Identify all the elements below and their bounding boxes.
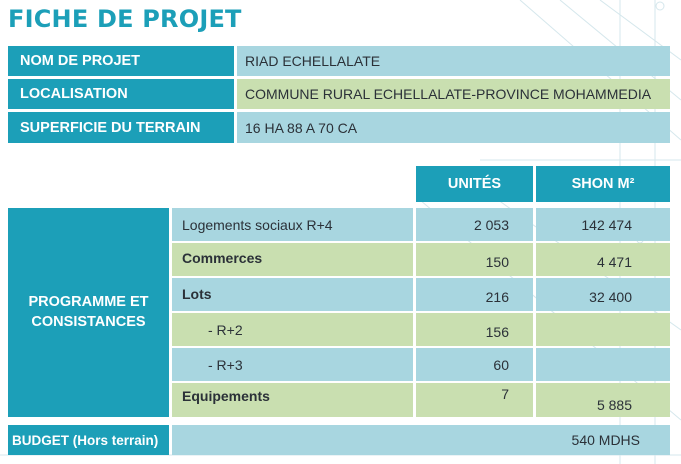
group-label-programme: PROGRAMME ET CONSISTANCES	[8, 208, 169, 417]
info-label-project-name: NOM DE PROJET	[8, 46, 234, 76]
info-label-area: SUPERFICIE DU TERRAIN	[8, 112, 234, 143]
info-value-area: 16 HA 88 A 70 CA	[237, 112, 670, 143]
row-units-commerces: 150	[416, 243, 533, 276]
row-label-logements: Logements sociaux R+4	[172, 208, 413, 241]
budget-label: BUDGET (Hors terrain)	[8, 425, 169, 455]
info-label-location: LOCALISATION	[8, 79, 234, 109]
row-units-lots: 216	[416, 278, 533, 311]
row-label-lots: Lots	[172, 278, 413, 311]
row-label-r2: - R+2	[172, 313, 413, 346]
row-label-r3: - R+3	[172, 348, 413, 381]
row-shon-r3	[536, 348, 670, 381]
info-value-location: COMMUNE RURAL ECHELLALATE-PROVINCE MOHAMMEDIA	[237, 79, 670, 109]
row-units-r3: 60	[416, 348, 533, 381]
column-header-units: UNITÉS	[416, 166, 533, 202]
row-label-commerces: Commerces	[172, 243, 413, 276]
budget-value: 540 MDHS	[172, 425, 670, 455]
row-shon-equipements: 5 885	[536, 383, 670, 417]
row-units-r2: 156	[416, 313, 533, 346]
row-shon-logements: 142 474	[536, 208, 670, 241]
row-units-logements: 2 053	[416, 208, 533, 241]
row-shon-lots: 32 400	[536, 278, 670, 311]
row-shon-r2	[536, 313, 670, 346]
column-header-shon: SHON M²	[536, 166, 670, 202]
row-units-equipements: 7	[416, 383, 533, 417]
info-value-project-name: RIAD ECHELLALATE	[237, 46, 670, 76]
page-title: FICHE DE PROJET	[8, 5, 242, 33]
row-label-equipements: Equipements	[172, 383, 413, 417]
row-shon-commerces: 4 471	[536, 243, 670, 276]
